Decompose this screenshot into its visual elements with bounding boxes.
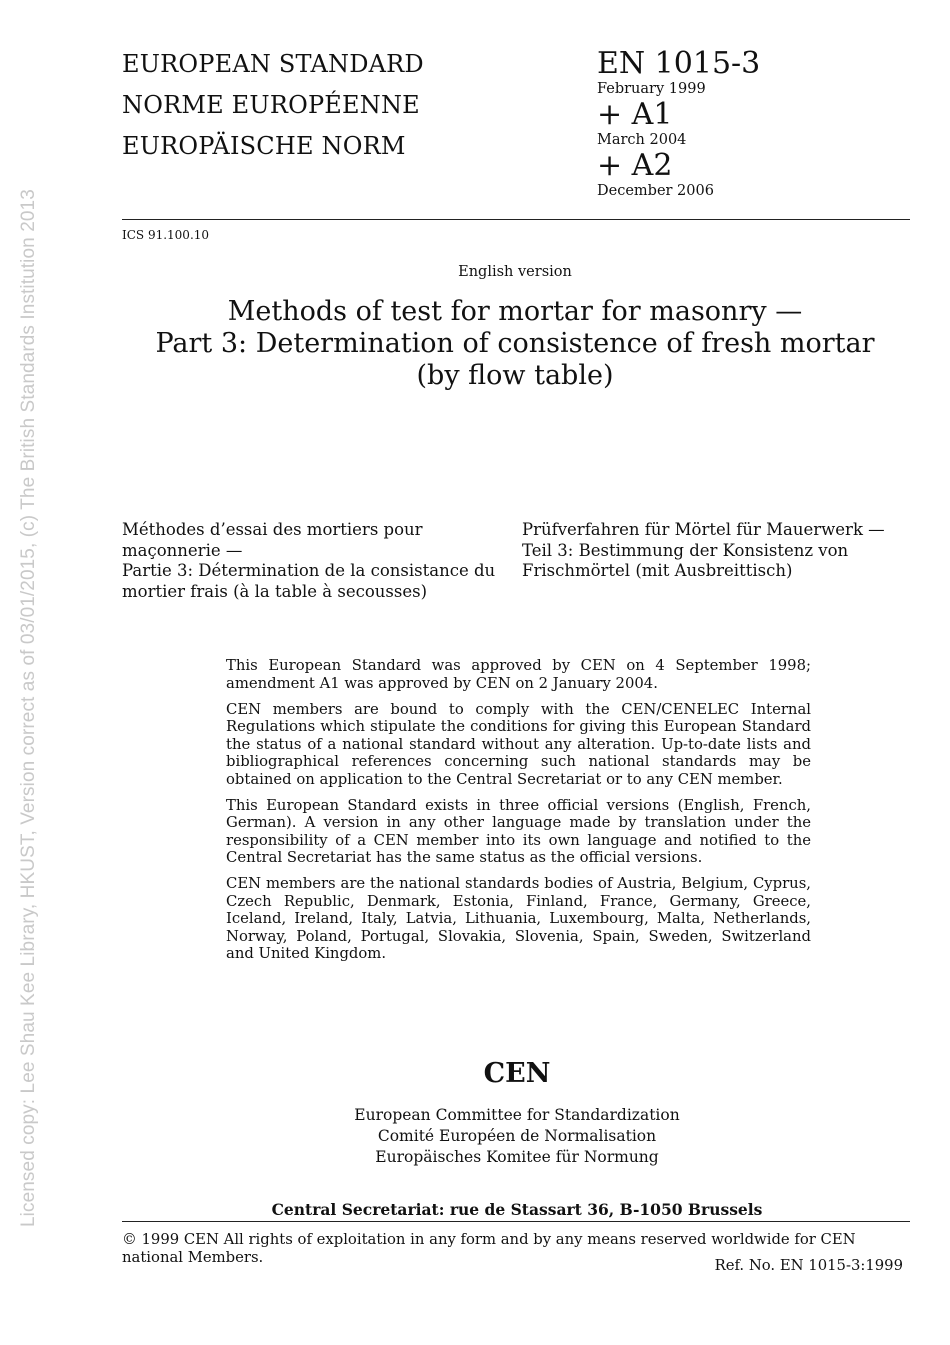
- paragraph-versions: This European Standard exists in three official versions (English, French, German). A version in any other language made by translation under the responsibility of a CEN member into its own language and notified to the Central Secretariat has the same status as the official versions.: [226, 796, 811, 866]
- cen-organization-names: [0, 1105, 950, 1168]
- title-german-line: Frischmörtel (mit Ausbreittisch): [522, 561, 793, 580]
- reference-number: Ref. No. EN 1015-3:1999: [714, 1257, 903, 1274]
- title-french-line: maçonnerie —: [122, 540, 243, 560]
- amendment-2: + A2: [597, 148, 673, 183]
- title-line-2: Part 3: Determination of consistence of fresh mortar: [155, 328, 875, 359]
- document-title: [0, 296, 950, 392]
- title-german-line: Teil 3: Bestimmung der Konsistenz von: [522, 540, 849, 560]
- title-german: [522, 520, 922, 582]
- header-divider: [122, 219, 910, 220]
- standard-number: EN 1015-3: [597, 46, 761, 81]
- amendment-2-date: December 2006: [597, 183, 714, 199]
- cen-name-fr: Comité Européen de Normalisation: [377, 1127, 657, 1145]
- title-french: [122, 520, 507, 602]
- paragraph-members: CEN members are the national standards bodies of Austria, Belgium, Cyprus, Czech Republic, Denmark, Estonia, Finland, France, Germany, Greece, Iceland, Ireland, Italy, Latvia, Lithuania, Luxembourg, Malta, Netherlands, Norway, Poland, Portugal, Slovakia, Slovenia, Spain, Sweden, Switzerland and United Kingdom.: [226, 875, 811, 962]
- cen-logo-text: CEN: [483, 1058, 551, 1089]
- approval-text: [226, 657, 811, 971]
- title-line-3: (by flow table): [416, 360, 614, 391]
- standard-name-fr: NORME EUROPÉENNE: [122, 91, 420, 119]
- secretariat-address: Central Secretariat: rue de Stassart 36, B-1050 Brussels: [271, 1200, 763, 1219]
- amendment-1-date: March 2004: [597, 132, 687, 148]
- title-french-line: Partie 3: Détermination de la consistance du: [122, 561, 496, 580]
- copyright-notice: © 1999 CEN All rights of exploitation in any form and by any means reserved worldwide for CEN national Members.: [122, 1231, 856, 1266]
- cen-name-en: European Committee for Standardization: [354, 1106, 680, 1124]
- footer-divider: [122, 1221, 910, 1222]
- ics-code: ICS 91.100.10: [122, 228, 210, 242]
- title-line-1: Methods of test for mortar for masonry —: [227, 296, 803, 327]
- version-label: English version: [458, 264, 572, 280]
- title-french-line: Méthodes d’essai des mortiers pour: [122, 520, 423, 539]
- standard-name-de: EUROPÄISCHE NORM: [122, 132, 406, 160]
- watermark-text: Licensed copy: Lee Shau Kee Library, HKUST, Version correct as of 03/01/2015, (c) The British Standards Institution 2013: [18, 189, 39, 1227]
- title-french-line: mortier frais (à la table à secousses): [122, 581, 428, 601]
- standard-names: [122, 44, 424, 167]
- paragraph-regulations: CEN members are bound to comply with the CEN/CENELEC Internal Regulations which stipulate the conditions for giving this European Standard the status of a national standard without any alteration. Up-to-date lists and bibliographical references concerning such national standards may be obtained on application to the Central Secretariat or to any CEN member.: [226, 700, 811, 788]
- title-german-line: Prüfverfahren für Mörtel für Mauerwerk —: [522, 520, 885, 539]
- cen-name-de: Europäisches Komitee für Normung: [375, 1148, 659, 1166]
- paragraph-approval: This European Standard was approved by CEN on 4 September 1998; amendment A1 was approved by CEN on 2 January 2004.: [226, 657, 811, 692]
- standard-identifier: [597, 48, 760, 201]
- standard-date: February 1999: [597, 81, 706, 97]
- amendment-1: + A1: [597, 97, 673, 132]
- standard-name-en: EUROPEAN STANDARD: [122, 50, 424, 78]
